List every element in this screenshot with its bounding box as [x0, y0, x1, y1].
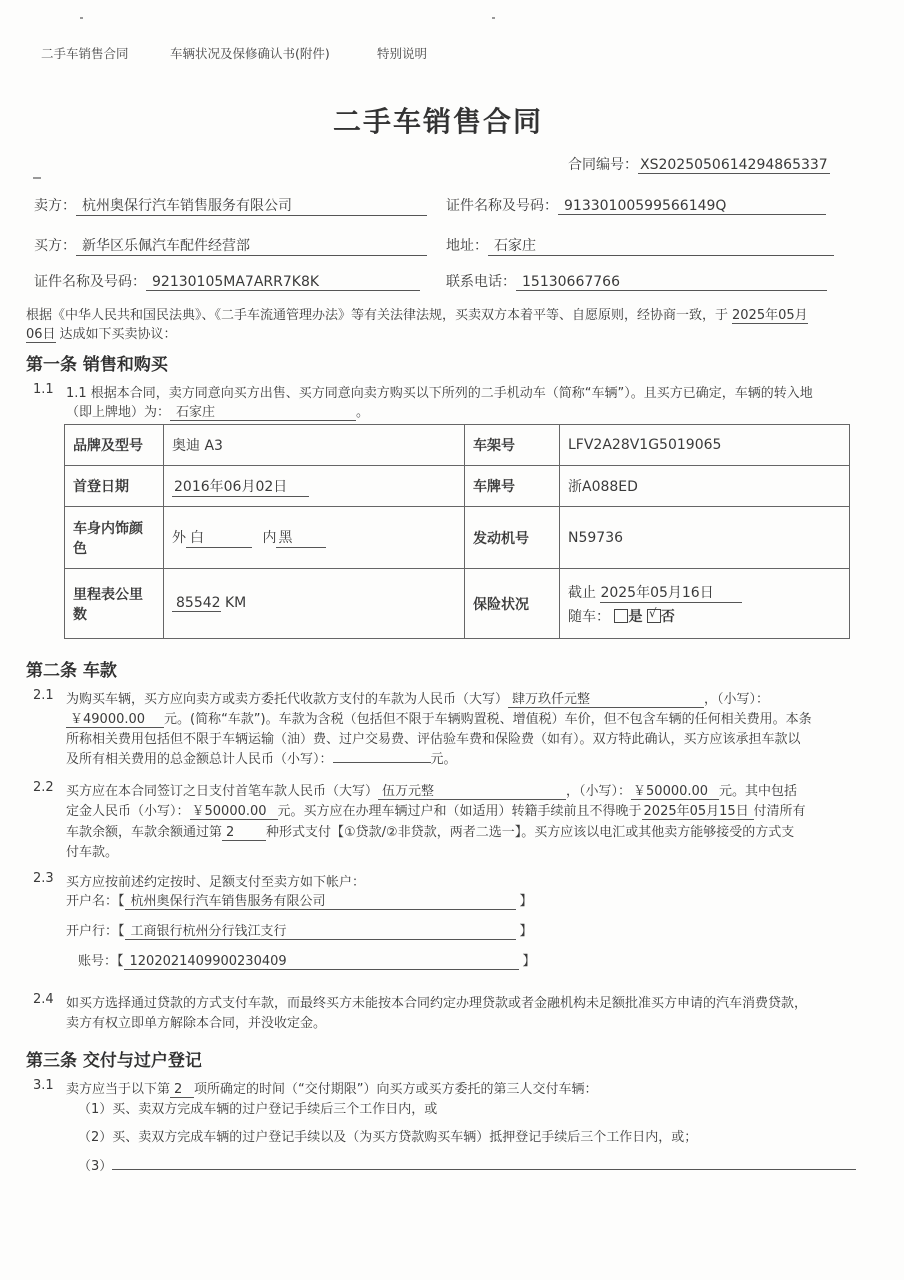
clause-1-1-text: 1.1 根据本合同，卖方同意向买方出售、买方同意向卖方购买以下所列的二手机动车（简称“车辆”）。且买方已确定，车辆的转入地 [66, 386, 813, 401]
delivery-option-1: （1）买、卖双方完成车辆的过户登记手续后三个工作日内，或 [78, 1102, 438, 1117]
payment-method: 2 [222, 825, 266, 841]
mileage-label-line-2: 数 [73, 606, 87, 623]
brand-value: 奥迪 A3 [164, 425, 465, 466]
reg-date-value: 2016年06月02日 [172, 476, 309, 497]
contract-number-label: 合同编号： [568, 157, 638, 173]
scan-speck [492, 17, 495, 19]
table-row [65, 569, 850, 639]
bracket: 】 [519, 894, 533, 909]
color-label-line-2: 色 [73, 540, 87, 557]
buyer-label: 买方： [34, 238, 76, 254]
contract-number [568, 154, 830, 174]
phone-label: 联系电话： [446, 274, 516, 290]
clause-2-1-number: 2.1 [33, 688, 54, 703]
clause-2-2-number: 2.2 [33, 780, 54, 795]
clause-text: 项所确定的时间（“交付期限”）向买方或买方委托的第三人交付车辆： [194, 1082, 598, 1097]
clause-text: 卖方应当于以下第 [66, 1082, 171, 1097]
option-3-label: （3） [78, 1159, 113, 1174]
tab-special-notes[interactable]: 特别说明 [377, 46, 428, 61]
destination-value: 石家庄 [170, 401, 356, 421]
buyer-id-label: 证件名称及号码： [34, 274, 146, 290]
vin-value: LFV2A28V1G5019065 [560, 425, 850, 466]
plate-label: 车牌号 [465, 466, 560, 507]
article-2-title: 第二条 车款 [26, 661, 117, 681]
checkbox-no[interactable] [647, 609, 661, 623]
engine-label: 发动机号 [465, 507, 560, 569]
mileage-value: 85542 [172, 595, 221, 612]
address-value: 石家庄 [488, 235, 834, 256]
color-label-line-1: 车身内饰颜 [73, 520, 143, 537]
clause-text: 元。买方应在办理车辆过户和（如适用）转籍手续前且不得晚于 [277, 804, 642, 819]
address-label: 地址： [446, 238, 488, 254]
color-label [65, 507, 164, 569]
destination-label: （即上牌地）为： [66, 405, 171, 420]
first-payment-chinese: 伍万元整 [378, 780, 566, 800]
clause-text: 元。其中包括 [719, 784, 798, 799]
total-amount-chinese: 肆万玖仟元整 [508, 688, 704, 708]
table-row [65, 466, 850, 507]
seller-row [34, 195, 427, 216]
clause-text: 付清所有 [753, 804, 806, 819]
preamble-line-1 [26, 304, 808, 324]
address-row [446, 235, 834, 256]
clause-2-4-line-2: 卖方有权立即单方解除本合同，并没收定金。 [66, 1016, 327, 1031]
insurance-until-value: 2025年05月16日 [600, 582, 742, 603]
clause-text: 元。(简称“车款”)。车款为含税（包括但不限于车辆购置税、增值税）车价，但不包含车辆的任何相关费用。本条 [164, 712, 812, 727]
bank-label: 开户行：【 [66, 924, 125, 939]
clause-1-1-number: 1.1 [33, 382, 54, 397]
phone-row [446, 271, 827, 291]
clause-text: 种形式支付【①贷款/②非贷款，两者二选一】。买方应该以电汇或其他卖方能够接受的方式支 [266, 825, 795, 840]
preamble-text: 根据《中华人民共和国民法典》、《二手车流通管理办法》等有关法律法规，买卖双方本着平等、自愿原则，经协商一致，于 [26, 308, 729, 323]
clause-2-1-line-1 [66, 688, 769, 708]
scan-speck [80, 17, 83, 19]
clause-2-1-line-2 [66, 708, 812, 728]
tab-contract[interactable]: 二手车销售合同 [41, 46, 129, 61]
insurance-with-car [568, 606, 841, 626]
seller-id-label: 证件名称及号码： [446, 198, 558, 214]
insurance-with-label: 随车： [568, 608, 610, 625]
clause-2-4-number: 2.4 [33, 992, 54, 1007]
clause-2-3-text: 买方应按前述约定按时、足额支付至卖方如下帐户： [66, 875, 366, 890]
engine-value: N59736 [560, 507, 850, 569]
bracket: 】 [519, 924, 533, 939]
color-cell [164, 507, 465, 569]
payment-deadline: 2025年05月15日 [642, 800, 754, 820]
clause-2-1-line-4 [66, 748, 457, 767]
mileage-unit: KM [225, 595, 247, 611]
exterior-color: 白 [186, 527, 252, 548]
buyer-id-value: 92130105MA7ARR7K8K [146, 274, 420, 291]
buyer-value: 新华区乐佩汽车配件经营部 [76, 235, 427, 256]
scan-speck [33, 177, 41, 179]
preamble-date: 2025年05月 [732, 304, 808, 324]
clause-2-1-line-3: 所称相关费用包括但不限于车辆运输（油）费、过户交易费、评估验车费和保险费（如有）。双方特此确认，买方应该承担车款以 [66, 732, 801, 747]
checkbox-yes-label: 是 [628, 608, 643, 625]
delivery-option-3 [78, 1155, 856, 1174]
buyer-id-row [34, 271, 420, 291]
account-name-value: 杭州奥保行汽车销售服务有限公司 [125, 890, 516, 910]
article-3-title: 第三条 交付与过户登记 [26, 1051, 202, 1071]
clause-text: 定金人民币（小写）： [66, 804, 190, 819]
deposit-amount: ￥50000.00 [190, 800, 278, 820]
destination-end: 。 [356, 405, 370, 420]
reg-date-cell [164, 466, 465, 507]
insurance-cell [560, 569, 850, 639]
exterior-prefix: 外 [172, 530, 186, 546]
mileage-label-line-1: 里程表公里 [73, 586, 143, 603]
account-number-row [78, 950, 536, 970]
delivery-option-2: （2）买、卖双方完成车辆的过户登记手续以及（为买方贷款购买车辆）抵押登记手续后三个工作日内，或； [78, 1130, 698, 1145]
clause-text: 车款余额，车款余额通过第 [66, 825, 223, 840]
article-1-title: 第一条 销售和购买 [26, 355, 168, 375]
interior-color: 黑 [276, 527, 326, 548]
seller-id-row [446, 195, 826, 215]
contract-number-value: XS2025050614294865337 [638, 157, 830, 174]
option-3-blank [112, 1155, 856, 1170]
clause-2-2-line-1 [66, 780, 797, 800]
bank-value: 工商银行杭州分行钱江支行 [125, 920, 516, 940]
preamble-line-2 [26, 323, 177, 343]
clause-text: ，（小写）： [704, 692, 770, 707]
total-fees-blank [333, 748, 431, 763]
account-name-row [66, 890, 533, 910]
table-row [65, 507, 850, 569]
clause-3-1-text [66, 1078, 598, 1098]
clause-2-2-line-3 [66, 821, 794, 841]
clause-1-1-destination [66, 401, 369, 421]
insurance-until [568, 582, 841, 603]
interior-prefix: 内 [262, 530, 277, 546]
total-amount: ￥49000.00 [66, 708, 164, 728]
seller-value: 杭州奥保行汽车销售服务有限公司 [76, 195, 427, 216]
insurance-until-prefix: 截止 [568, 584, 596, 601]
vehicle-table [64, 424, 850, 639]
buyer-row [34, 235, 427, 256]
phone-value: 15130667766 [516, 274, 827, 291]
seller-id-value: 91330100599566149Q [558, 198, 826, 215]
first-payment-amount: ￥50000.00 [631, 780, 719, 800]
plate-value: 浙A088ED [560, 466, 850, 507]
account-number-label: 账号：【 [78, 954, 124, 969]
mileage-cell [164, 569, 465, 639]
insurance-label: 保险状况 [465, 569, 560, 639]
preamble-text-end: 达成如下买卖协议： [59, 327, 177, 342]
delivery-option: 2 [170, 1082, 194, 1098]
bank-row [66, 920, 533, 940]
clause-text: 元。 [430, 752, 457, 767]
vin-label: 车架号 [465, 425, 560, 466]
tab-vehicle-condition[interactable]: 车辆状况及保修确认书(附件) [170, 46, 330, 61]
clause-text: 为购买车辆，买方应向卖方或卖方委托代收款方支付的车款为人民币（大写） [66, 692, 509, 707]
clause-2-4-line-1: 如买方选择通过贷款的方式支付车款，而最终买方未能按本合同约定办理贷款或者金融机构未足额批准买方申请的汽车消费贷款， [66, 996, 808, 1011]
clause-text: 买方应在本合同签订之日支付首笔车款人民币（大写） [66, 784, 379, 799]
page-title: 二手车销售合同 [332, 105, 543, 138]
account-name-label: 开户名：【 [66, 894, 125, 909]
reg-date-label: 首登日期 [65, 466, 164, 507]
clause-2-2-line-4: 付车款。 [66, 845, 119, 860]
clause-2-2-line-2 [66, 800, 806, 820]
bracket: 】 [522, 954, 536, 969]
clause-text: ，（小写）： [566, 784, 632, 799]
preamble-date-day: 06日 [26, 323, 56, 343]
account-number-value: 1202021409900230409 [124, 954, 519, 970]
clause-3-1-number: 3.1 [33, 1078, 54, 1093]
clause-text: 及所有相关费用的总金额总计人民币（小写）： [66, 752, 333, 767]
clause-2-3-number: 2.3 [33, 871, 54, 886]
seller-label: 卖方： [34, 198, 76, 214]
mileage-label [65, 569, 164, 639]
brand-label: 品牌及型号 [65, 425, 164, 466]
checkbox-yes[interactable] [614, 609, 628, 623]
checkbox-no-label: 否 [660, 608, 675, 625]
table-row [65, 425, 850, 466]
